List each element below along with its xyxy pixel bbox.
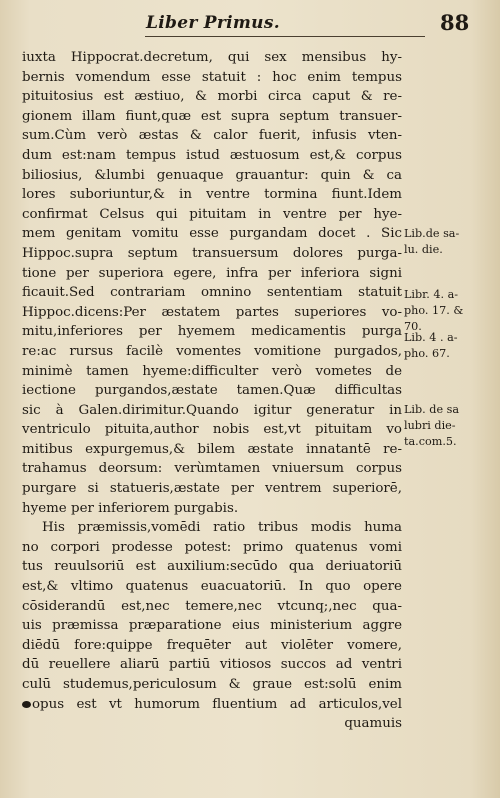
text-line: gionem illam fiunt,quæ est supra septum transuer-: [22, 108, 402, 124]
text-line: Hippoc.dicens:Per æstatem partes superiores vo-: [22, 304, 402, 320]
text-line: [22, 695, 402, 715]
margin-note: [404, 226, 496, 258]
text-line: sic à Galen.dirimitur.Quando igitur generatur in: [22, 402, 402, 418]
margin-note-line: Lib.de sa-: [404, 227, 460, 240]
text-line: culū studemus,periculosum & graue est:solū enim: [22, 677, 402, 692]
margin-note-line: lubri die-: [404, 419, 456, 432]
paragraph-end-line: hyeme per inferiorem purgabis.: [22, 500, 239, 516]
text-line: dū reuellere aliarū partiū vitiosos succos ad ventri: [22, 657, 402, 673]
margin-note-line: Libr. 4. a-: [404, 288, 459, 301]
text-line: confirmat Celsus qui pituitam in ventre per hye-: [22, 206, 402, 222]
text-line: no corpori prodesse potest: primo quatenus vomi: [22, 539, 402, 555]
margin-note: [404, 402, 496, 450]
running-title: Liber Primus.: [146, 13, 280, 33]
text-line: mitibus expurgemus,& bilem æstate innatantē re-: [22, 441, 402, 457]
text-line: bernis vomendum esse statuit : hoc enim tempus: [22, 69, 402, 85]
text-line: Hippoc.supra septum transuersum dolores purga-: [22, 245, 402, 261]
margin-note-line: lu. die.: [404, 243, 443, 256]
body-text: [22, 48, 402, 734]
running-head: [0, 10, 500, 40]
text-line: iectione purgandos,æstate tamen.Quæ difficultas: [22, 383, 402, 399]
text-line: biliosius, &lumbi genuaque grauantur: quin & ca: [22, 167, 402, 183]
paragraph-start-line: His præmissis,vomēdi ratio tribus modis huma: [42, 520, 402, 536]
ink-blot: [22, 701, 31, 708]
margin-note-line: pho. 17. &: [404, 304, 464, 317]
page-number: 88: [440, 10, 470, 35]
text-line: lores suboriuntur,& in ventre tormina fiunt.Idem: [22, 187, 402, 203]
margin-note-line: Lib. de sa: [404, 403, 460, 416]
text-line: dum est:nam tempus istud æstuosum est,& corpus: [22, 147, 402, 163]
margin-note-line: ta.com.5.: [404, 435, 457, 448]
text-line: re:ac rursus facilè vomentes vomitione purgados,: [22, 343, 402, 359]
text-line: diēdū fore:quippe frequēter aut violēter vomere,: [22, 637, 402, 653]
text-line: tione per superiora egere, infra per inferiora signi: [22, 265, 402, 281]
text-line: pituitosius est æstiuo, & morbi circa caput & re-: [22, 89, 402, 105]
text-line: ventriculo pituita,author nobis est,vt pituitam vo: [22, 422, 402, 438]
text-line: minimè tamen hyeme:difficulter verò vometes de: [22, 363, 402, 379]
text-line: mem genitam vomitu esse purgandam docet . Sic: [22, 226, 402, 242]
catchword: quamuis: [344, 716, 402, 732]
text-line: est,& vltimo quatenus euacuatoriū. In quo opere: [22, 579, 402, 595]
text-line: mitu,inferiores per hyemem medicamentis purga: [22, 324, 402, 340]
header-rule: [145, 36, 425, 37]
margin-note-line: 70.: [404, 320, 422, 333]
margin-note-line: pho. 67.: [404, 347, 450, 360]
margin-note-line: Lib. 4 . a-: [404, 331, 458, 344]
text-line: tus reuulsoriū est auxilium:secūdo qua deriuatoriū: [22, 559, 402, 575]
text-line: purgare si statueris,æstate per ventrem superiorē,: [22, 481, 402, 497]
margin-note: [404, 330, 496, 362]
margin-note: [404, 287, 496, 335]
text-line: iuxta Hippocrat.decretum, qui sex mensibus hy-: [22, 50, 402, 65]
text-line: ficauit.Sed contrariam omnino sententiam statuit: [22, 285, 402, 301]
text-line: sum.Cùm verò æstas & calor fuerit, infusis vten-: [22, 128, 402, 144]
text-line: cōsiderandū est,nec temere,nec vtcunq;,nec qua-: [22, 598, 402, 614]
text-line: uis præmissa præparatione eius ministerium aggre: [22, 618, 402, 634]
text-line: trahamus deorsum: verùmtamen vniuersum corpus: [22, 461, 402, 477]
text-line-content: opus est vt humorum fluentium ad articulos,vel: [32, 696, 402, 712]
